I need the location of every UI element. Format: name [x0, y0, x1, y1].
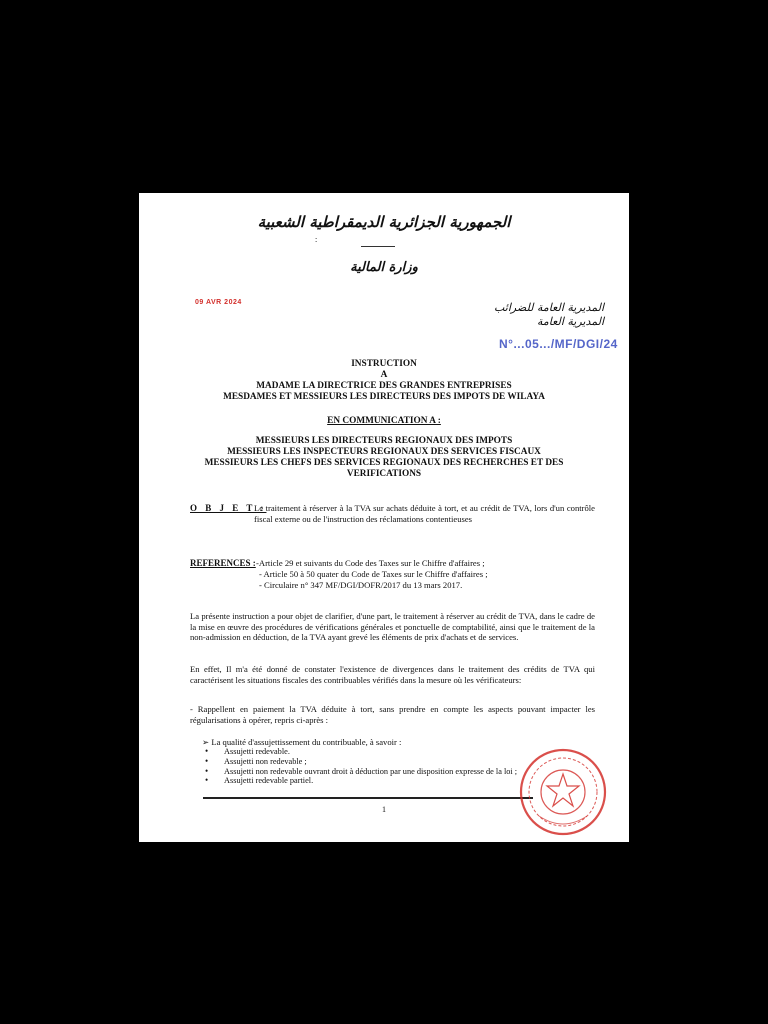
directorate-line-1: المديرية العامة للضرائب [494, 301, 604, 314]
bullet-point-main: - Rappellent en paiement la TVA déduite à tort, sans prendre en compte les aspects pouvant impacter les régularisations à opérer, repris ci-après : [190, 704, 595, 725]
sub-list-title: ➢ La qualité d'assujettissement du contribuable, à savoir : [202, 737, 402, 747]
ministry-header: وزارة المالية [350, 260, 418, 275]
communication-line-3: MESSIEURS LES CHEFS DES SERVICES REGIONAUX DES RECHERCHES ET DES [204, 458, 564, 468]
date-stamp: 09 AVR 2024 [195, 299, 242, 306]
objet-text: Le traitement à réserver à la TVA sur achats déduite à tort, et au crédit de TVA, lors d'un contrôle fiscal externe ou de l'instruction des réclamations contentieuses [254, 503, 595, 524]
references-label: REFERENCES : [190, 558, 256, 568]
republic-header: الجمهورية الجزائرية الديمقراطية الشعبية [257, 213, 511, 231]
reference-item: - Circulaire n° 347 MF/DGI/DOFR/2017 du 13 mars 2017. [259, 580, 463, 590]
list-item: • Assujetti redevable partiel. [205, 776, 517, 786]
recipient-line-2: MESDAMES ET MESSIEURS LES DIRECTEURS DES IMPOTS DE WILAYA [223, 392, 545, 402]
communication-line-4: VERIFICATIONS [346, 469, 422, 479]
official-seal-icon [517, 746, 609, 838]
list-item: • Assujetti non redevable ; [205, 757, 517, 767]
reference-number: N°...05.../MF/DGI/24 [499, 337, 618, 351]
reference-item: - Article 50 à 50 quater du Code de Taxes sur le Chiffre d'affaires ; [259, 569, 488, 579]
header-colon: : [315, 235, 318, 244]
instruction-to: A [380, 370, 388, 380]
list-item: • Assujetti non redevable ouvrant droit à déduction par une disposition expresse de la loi ; [205, 767, 517, 777]
paragraph-purpose: La présente instruction a pour objet de clarifier, d'une part, le traitement à réserver au crédit de TVA, dans le cadre de la mise en œuvre des procédures de vérifications générales et ponctuelle de comptabilité, ainsi que le traitement de la non-admission en déduction, de la TVA ayant grevé les éléments de prix d'achats et de services. [190, 611, 595, 643]
objet-label: O B J E T : [190, 503, 267, 513]
letterbox-bottom [139, 842, 629, 1024]
footer-divider [203, 797, 533, 799]
document-page [139, 193, 629, 842]
directorate-line-2: المديرية العامة [537, 315, 604, 328]
page-number: 1 [382, 805, 386, 814]
letterbox-right [629, 0, 768, 1024]
instruction-title: INSTRUCTION [351, 359, 417, 369]
list-item: • Assujetti redevable. [205, 747, 517, 757]
letterbox-left [0, 0, 139, 1024]
paragraph-divergences: En effet, Il m'a été donné de constater l'existence de divergences dans le traitement des crédits de TVA qui caractérisent les situations fiscales des contribuables vérifiés dans la mesure où les vérificateurs: [190, 664, 595, 685]
header-divider [361, 246, 395, 247]
communication-line-1: MESSIEURS LES DIRECTEURS REGIONAUX DES IMPOTS [255, 436, 513, 446]
reference-item: -Article 29 et suivants du Code des Taxes sur le Chiffre d'affaires ; [256, 558, 485, 568]
letterbox-top [139, 0, 629, 193]
communication-line-2: MESSIEURS LES INSPECTEURS REGIONAUX DES SERVICES FISCAUX [227, 447, 541, 457]
assujettissement-list [205, 747, 517, 786]
recipient-line-1: MADAME LA DIRECTRICE DES GRANDES ENTREPRISES [256, 381, 512, 391]
communication-title: EN COMMUNICATION A : [327, 416, 441, 426]
